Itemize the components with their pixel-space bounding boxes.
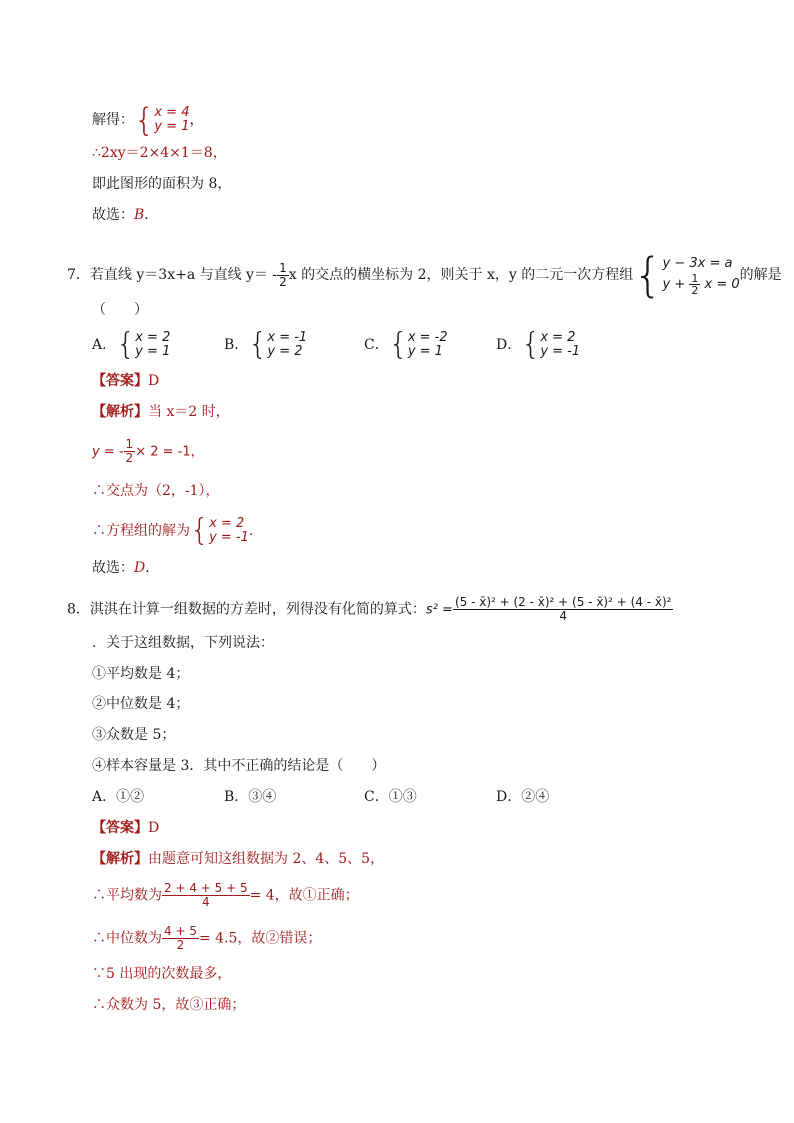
question-number: 8． <box>67 601 90 618</box>
q8-mean <box>92 882 359 909</box>
text: ∴中位数为 <box>92 930 162 947</box>
answer-letter: D <box>134 560 146 576</box>
option-label: D． <box>496 789 522 805</box>
option-b[interactable] <box>224 327 308 362</box>
option-text: ①② <box>116 789 145 805</box>
option-system: { x = 2 y = -1 <box>521 327 581 362</box>
numerator: 2 + 4 + 5 + 5 <box>164 881 248 895</box>
numerator: 4 + 5 <box>164 924 197 938</box>
q8-item-1: ①平均数是 4； <box>92 666 190 682</box>
option-label: A． <box>92 789 117 805</box>
q8-stem <box>67 596 673 623</box>
denominator: 4 <box>201 895 210 909</box>
option-d[interactable] <box>496 787 549 807</box>
option-label: B． <box>224 337 249 353</box>
solve-label: 解得： <box>92 112 134 128</box>
text: ∴方程组的解为 <box>92 523 190 539</box>
q6-area-conclusion <box>92 174 231 194</box>
option-b[interactable] <box>224 787 276 807</box>
system-row: x = -2 <box>407 330 448 345</box>
system-row: y = -1 <box>540 344 581 359</box>
denominator: 2 <box>279 274 287 289</box>
denominator: 2 <box>691 283 699 297</box>
q7-analysis-1 <box>92 402 230 422</box>
option-a[interactable] <box>92 327 171 362</box>
answer-letter: B <box>134 207 145 223</box>
stem-text: 若直线 y＝3x+a 与直线 y＝ - <box>89 267 278 283</box>
formula-lhs: s² = <box>425 602 453 618</box>
answer-letter: D <box>148 820 160 836</box>
text: 故选： <box>92 207 134 223</box>
text: = 4.5，故②错误； <box>198 930 322 947</box>
text: = 4，故①正确； <box>249 887 359 904</box>
system-row: y = 2 <box>267 344 303 359</box>
system-row: x = 2 <box>209 516 245 531</box>
option-label: C． <box>364 337 389 353</box>
system-row: y = 1 <box>154 119 190 134</box>
q6-equation-system: { x = 4 y = 1 <box>134 101 190 139</box>
q7-options <box>0 327 794 362</box>
option-text: ②④ <box>521 789 550 805</box>
median-fraction <box>162 925 199 952</box>
numerator: 1 <box>691 271 699 285</box>
text: ． <box>145 560 160 576</box>
q7-answer <box>92 371 159 391</box>
q6-final-choice <box>92 205 158 225</box>
text: 即此图形的面积为 8， <box>92 176 232 192</box>
option-label: D． <box>496 337 522 353</box>
analysis-text: 由题意可知这组数据为 2、4、5、5， <box>148 851 385 867</box>
system-row: x = 4 <box>154 105 190 120</box>
variance-fraction <box>453 596 674 623</box>
denominator: 2 <box>176 938 185 952</box>
q7-analysis-2 <box>92 438 204 465</box>
q8-options <box>0 787 794 809</box>
stem-text: x 的交点的横坐标为 2，则关于 x，y 的二元一次方程组 <box>288 267 634 283</box>
fraction <box>689 273 700 296</box>
option-d[interactable] <box>496 327 581 362</box>
q7-equation-system: { y − 3x = a y + $\frac{1}{2}$ x = 0 <box>633 248 740 302</box>
q7-analysis-4 <box>92 513 263 548</box>
q7-final-choice <box>92 558 159 578</box>
denominator: 2 <box>125 451 134 465</box>
q6-area-calc: ∴2xy＝2×4×1＝8， <box>92 145 227 161</box>
system-row: x = 2 <box>540 330 576 345</box>
system-row <box>663 273 740 296</box>
text: y = - <box>92 444 124 460</box>
option-system: { x = -1 y = 2 <box>248 327 308 362</box>
text: ． <box>144 207 159 223</box>
system-row: y − 3x = a <box>662 255 733 271</box>
q8-item-2: ②中位数是 4； <box>92 696 190 712</box>
option-system: { x = 2 y = 1 <box>116 327 171 362</box>
option-label: A． <box>92 337 117 353</box>
q7-analysis-3: ∴交点为（2，-1）， <box>92 483 220 499</box>
q8-item-3: ③众数是 5； <box>92 727 176 743</box>
option-a[interactable] <box>92 787 144 807</box>
analysis-system: { x = 2 y = -1 <box>190 513 249 548</box>
text: ． <box>248 523 263 539</box>
q8-stem-2: ．关于这组数据，下列说法： <box>92 635 274 651</box>
mean-fraction <box>162 882 250 909</box>
system-row: y = 1 <box>135 344 171 359</box>
text: 故选： <box>92 560 134 576</box>
numerator: 1 <box>279 260 287 275</box>
question-number: 7． <box>67 267 90 283</box>
system-row: x = -1 <box>267 330 308 345</box>
q8-mode-2: ∴众数为 5，故③正确； <box>92 997 246 1013</box>
numerator: 1 <box>125 437 134 451</box>
option-text: ③④ <box>248 789 277 805</box>
analysis-tag: 【解析】 <box>92 851 148 867</box>
text: y + <box>662 276 686 292</box>
q8-item-4: ④样本容量是 3．其中不正确的结论是（ ） <box>92 758 386 774</box>
analysis-tag: 【解析】 <box>92 404 148 420</box>
text: ∴平均数为 <box>92 887 162 904</box>
option-c[interactable] <box>364 787 417 807</box>
option-label: B． <box>224 789 249 805</box>
punct: ， <box>189 112 204 128</box>
option-label: C． <box>364 789 389 805</box>
option-c[interactable] <box>364 327 448 362</box>
answer-tag: 【答案】 <box>92 820 148 836</box>
q8-answer <box>92 818 159 838</box>
q6-solution-line <box>92 101 204 139</box>
q7-stem <box>67 248 782 302</box>
q7-answer-paren: （ ） <box>92 302 148 318</box>
q8-mode-1: ∵5 出现的次数最多， <box>92 966 232 982</box>
stem-text: 的解是 <box>739 267 782 283</box>
numerator: (5 - x̄)² + (2 - x̄)² + (5 - x̄)² + (4 - x̄)² <box>454 595 672 609</box>
fraction <box>277 262 289 289</box>
answer-letter: D <box>148 373 160 389</box>
text: x = 0 <box>704 276 740 292</box>
fraction <box>124 438 136 465</box>
text: × 2 = -1， <box>135 444 204 460</box>
system-row: y = 1 <box>407 344 443 359</box>
q8-analysis-1 <box>92 849 384 869</box>
analysis-text: 当 x＝2 时， <box>148 404 230 420</box>
option-text: ①③ <box>388 789 417 805</box>
answer-tag: 【答案】 <box>92 373 148 389</box>
denominator: 4 <box>559 609 568 623</box>
option-system: { x = -2 y = 1 <box>388 327 448 362</box>
q8-median <box>92 925 321 952</box>
stem-text: 淇淇在计算一组数据的方差时，列得没有化简的算式： <box>89 601 426 618</box>
system-row: y = -1 <box>209 530 249 545</box>
system-row: x = 2 <box>135 330 171 345</box>
